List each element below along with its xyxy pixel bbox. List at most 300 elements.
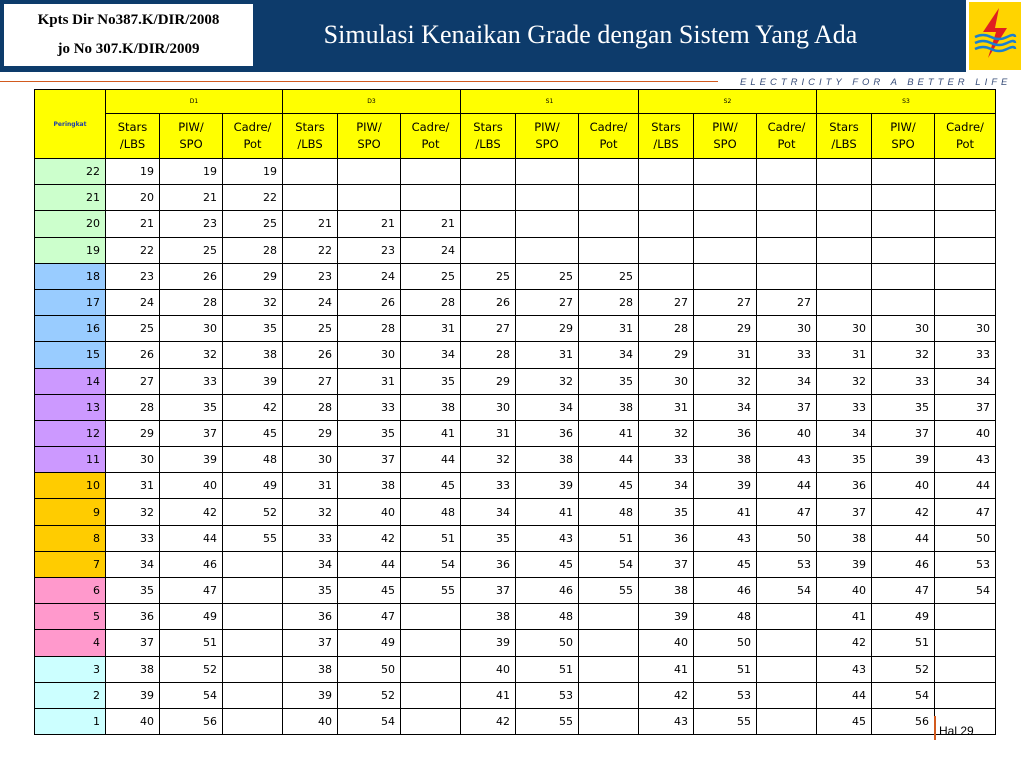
value-cell: 38: [694, 447, 757, 473]
column-header: [872, 114, 935, 159]
value-cell: 32: [817, 368, 872, 394]
value-cell: 32: [516, 368, 579, 394]
value-cell: 26: [106, 342, 160, 368]
rank-cell: 12: [35, 420, 106, 446]
value-cell: 41: [401, 420, 461, 446]
value-cell: 54: [401, 551, 461, 577]
value-cell: 36: [694, 420, 757, 446]
value-cell: [935, 682, 996, 708]
value-cell: 54: [935, 578, 996, 604]
value-cell: 47: [757, 499, 817, 525]
value-cell: 44: [817, 682, 872, 708]
value-cell: 44: [935, 473, 996, 499]
column-header-line-2: SPO: [535, 137, 559, 151]
value-cell: 55: [579, 578, 639, 604]
value-cell: [401, 630, 461, 656]
value-cell: 37: [106, 630, 160, 656]
group-header: D3: [283, 90, 461, 114]
value-cell: [283, 185, 338, 211]
rank-cell: 7: [35, 551, 106, 577]
value-cell: 48: [223, 447, 283, 473]
column-header: [401, 114, 461, 159]
rank-cell: 2: [35, 682, 106, 708]
value-cell: 43: [516, 525, 579, 551]
value-cell: 31: [401, 316, 461, 342]
table-row: [35, 342, 996, 368]
value-cell: 34: [401, 342, 461, 368]
value-cell: 38: [579, 394, 639, 420]
value-cell: 45: [338, 578, 401, 604]
reference-line-2: jo No 307.K/DIR/2009: [57, 41, 200, 57]
value-cell: 31: [338, 368, 401, 394]
value-cell: [223, 656, 283, 682]
value-cell: 33: [338, 394, 401, 420]
column-header-line-2: Pot: [599, 137, 618, 151]
column-header: [160, 114, 223, 159]
column-header: [516, 114, 579, 159]
value-cell: [935, 159, 996, 185]
value-cell: 36: [106, 604, 160, 630]
value-cell: 56: [160, 708, 223, 734]
value-cell: 50: [694, 630, 757, 656]
column-header-line-2: SPO: [713, 137, 737, 151]
value-cell: 24: [106, 289, 160, 315]
table-row: [35, 420, 996, 446]
value-cell: 24: [283, 289, 338, 315]
row-header-peringkat: Peringkat: [35, 90, 106, 159]
value-cell: 47: [338, 604, 401, 630]
value-cell: 55: [694, 708, 757, 734]
grade-table: [34, 89, 996, 735]
value-cell: 34: [579, 342, 639, 368]
rank-cell: 3: [35, 656, 106, 682]
table-row: [35, 604, 996, 630]
value-cell: 32: [106, 499, 160, 525]
column-header-line-1: Cadre/: [767, 120, 806, 134]
table-row: [35, 159, 996, 185]
value-cell: 28: [579, 289, 639, 315]
value-cell: 25: [579, 263, 639, 289]
value-cell: 38: [817, 525, 872, 551]
value-cell: 37: [817, 499, 872, 525]
value-cell: 44: [579, 447, 639, 473]
value-cell: 30: [461, 394, 516, 420]
value-cell: 52: [223, 499, 283, 525]
column-header: [461, 114, 516, 159]
value-cell: 39: [461, 630, 516, 656]
value-cell: 30: [757, 316, 817, 342]
value-cell: 40: [338, 499, 401, 525]
value-cell: 40: [757, 420, 817, 446]
value-cell: 31: [694, 342, 757, 368]
value-cell: 36: [516, 420, 579, 446]
column-header-line-2: /LBS: [119, 137, 146, 151]
column-header-line-1: PIW/: [712, 120, 738, 134]
value-cell: 42: [338, 525, 401, 551]
value-cell: 23: [160, 211, 223, 237]
value-cell: [757, 263, 817, 289]
value-cell: 34: [106, 551, 160, 577]
value-cell: 28: [160, 289, 223, 315]
rank-cell: 22: [35, 159, 106, 185]
value-cell: 44: [401, 447, 461, 473]
value-cell: 47: [872, 578, 935, 604]
value-cell: [639, 263, 694, 289]
value-cell: [639, 237, 694, 263]
value-cell: [817, 159, 872, 185]
value-cell: [461, 211, 516, 237]
column-header-line-1: Stars: [829, 120, 859, 134]
value-cell: 39: [223, 368, 283, 394]
value-cell: 56: [872, 708, 935, 734]
value-cell: 41: [817, 604, 872, 630]
value-cell: 45: [401, 473, 461, 499]
value-cell: [516, 185, 579, 211]
grade-table-container: [34, 89, 996, 735]
value-cell: [639, 185, 694, 211]
column-header-line-1: Stars: [651, 120, 681, 134]
value-cell: [757, 708, 817, 734]
value-cell: [639, 211, 694, 237]
value-cell: [694, 237, 757, 263]
value-cell: 22: [223, 185, 283, 211]
value-cell: 40: [106, 708, 160, 734]
value-cell: 34: [757, 368, 817, 394]
value-cell: 25: [106, 316, 160, 342]
value-cell: 26: [283, 342, 338, 368]
value-cell: 39: [283, 682, 338, 708]
value-cell: 44: [757, 473, 817, 499]
value-cell: [817, 289, 872, 315]
value-cell: 38: [338, 473, 401, 499]
value-cell: 35: [401, 368, 461, 394]
value-cell: [757, 237, 817, 263]
column-header-line-2: Pot: [421, 137, 440, 151]
value-cell: 39: [817, 551, 872, 577]
value-cell: 40: [817, 578, 872, 604]
value-cell: [935, 237, 996, 263]
value-cell: 27: [461, 316, 516, 342]
value-cell: [935, 656, 996, 682]
value-cell: 51: [516, 656, 579, 682]
column-header-line-1: PIW/: [356, 120, 382, 134]
value-cell: [757, 211, 817, 237]
value-cell: [757, 185, 817, 211]
reference-line-1: Kpts Dir No387.K/DIR/2008: [37, 12, 220, 28]
value-cell: 33: [283, 525, 338, 551]
value-cell: 51: [694, 656, 757, 682]
value-cell: 49: [872, 604, 935, 630]
value-cell: 29: [223, 263, 283, 289]
value-cell: 28: [223, 237, 283, 263]
value-cell: 47: [935, 499, 996, 525]
column-header-line-1: PIW/: [178, 120, 204, 134]
value-cell: 33: [639, 447, 694, 473]
column-header-line-2: SPO: [179, 137, 203, 151]
value-cell: 54: [338, 708, 401, 734]
value-cell: 21: [338, 211, 401, 237]
value-cell: [935, 630, 996, 656]
value-cell: 26: [338, 289, 401, 315]
value-cell: 43: [817, 656, 872, 682]
value-cell: 46: [160, 551, 223, 577]
value-cell: 45: [817, 708, 872, 734]
rank-cell: 18: [35, 263, 106, 289]
value-cell: 44: [872, 525, 935, 551]
column-header-line-2: Pot: [243, 137, 262, 151]
table-row: [35, 525, 996, 551]
table-row: [35, 237, 996, 263]
column-header-line-1: Stars: [473, 120, 503, 134]
table-row: [35, 394, 996, 420]
column-header-line-1: PIW/: [890, 120, 916, 134]
value-cell: 25: [401, 263, 461, 289]
value-cell: 32: [872, 342, 935, 368]
rank-cell: 15: [35, 342, 106, 368]
value-cell: 40: [283, 708, 338, 734]
value-cell: 28: [461, 342, 516, 368]
value-cell: 53: [757, 551, 817, 577]
value-cell: 46: [694, 578, 757, 604]
value-cell: 27: [639, 289, 694, 315]
value-cell: [223, 682, 283, 708]
value-cell: [579, 185, 639, 211]
value-cell: 37: [461, 578, 516, 604]
rank-cell: 21: [35, 185, 106, 211]
value-cell: 39: [160, 447, 223, 473]
value-cell: [516, 237, 579, 263]
value-cell: [694, 159, 757, 185]
value-cell: 34: [935, 368, 996, 394]
value-cell: 23: [338, 237, 401, 263]
value-cell: 39: [639, 604, 694, 630]
value-cell: 43: [757, 447, 817, 473]
table-row: [35, 499, 996, 525]
value-cell: 27: [757, 289, 817, 315]
value-cell: [817, 263, 872, 289]
value-cell: [757, 159, 817, 185]
page-number-accent: [934, 716, 936, 740]
column-header-line-1: Cadre/: [946, 120, 984, 134]
value-cell: [872, 159, 935, 185]
value-cell: 42: [639, 682, 694, 708]
value-cell: 37: [283, 630, 338, 656]
value-cell: [817, 185, 872, 211]
value-cell: 40: [935, 420, 996, 446]
column-header: [223, 114, 283, 159]
value-cell: 43: [639, 708, 694, 734]
value-cell: 32: [639, 420, 694, 446]
value-cell: 33: [817, 394, 872, 420]
value-cell: 39: [106, 682, 160, 708]
table-row: [35, 185, 996, 211]
value-cell: 42: [461, 708, 516, 734]
value-cell: 24: [401, 237, 461, 263]
value-cell: 22: [283, 237, 338, 263]
value-cell: 33: [461, 473, 516, 499]
value-cell: 37: [872, 420, 935, 446]
value-cell: 32: [223, 289, 283, 315]
value-cell: 23: [106, 263, 160, 289]
value-cell: 51: [160, 630, 223, 656]
value-cell: 29: [283, 420, 338, 446]
value-cell: [579, 682, 639, 708]
value-cell: 32: [283, 499, 338, 525]
table-row: [35, 211, 996, 237]
group-header: S2: [639, 90, 817, 114]
value-cell: 55: [401, 578, 461, 604]
value-cell: 28: [338, 316, 401, 342]
value-cell: 41: [461, 682, 516, 708]
value-cell: [579, 630, 639, 656]
value-cell: 28: [283, 394, 338, 420]
value-cell: 45: [516, 551, 579, 577]
value-cell: 28: [401, 289, 461, 315]
value-cell: 35: [579, 368, 639, 394]
value-cell: 39: [872, 447, 935, 473]
value-cell: 38: [516, 447, 579, 473]
value-cell: 30: [872, 316, 935, 342]
value-cell: 25: [223, 211, 283, 237]
value-cell: 33: [872, 368, 935, 394]
column-header-line-1: Stars: [117, 120, 148, 134]
value-cell: 26: [461, 289, 516, 315]
value-cell: 27: [283, 368, 338, 394]
value-cell: 30: [160, 316, 223, 342]
value-cell: 42: [872, 499, 935, 525]
column-header-line-1: Cadre/: [233, 120, 272, 134]
column-header-line-2: /LBS: [831, 137, 857, 151]
value-cell: 37: [160, 420, 223, 446]
value-cell: 26: [160, 263, 223, 289]
value-cell: [338, 159, 401, 185]
value-cell: 40: [160, 473, 223, 499]
table-row: [35, 630, 996, 656]
value-cell: 33: [757, 342, 817, 368]
table-row: [35, 578, 996, 604]
column-header: [283, 114, 338, 159]
value-cell: 45: [223, 420, 283, 446]
value-cell: 39: [694, 473, 757, 499]
value-cell: 35: [160, 394, 223, 420]
value-cell: 54: [872, 682, 935, 708]
value-cell: 43: [935, 447, 996, 473]
column-header: [579, 114, 639, 159]
value-cell: [401, 656, 461, 682]
value-cell: 25: [160, 237, 223, 263]
value-cell: [935, 211, 996, 237]
value-cell: 35: [639, 499, 694, 525]
value-cell: 50: [935, 525, 996, 551]
value-cell: 35: [461, 525, 516, 551]
value-cell: [223, 551, 283, 577]
column-header-line-2: SPO: [891, 137, 915, 151]
value-cell: 20: [106, 185, 160, 211]
value-cell: 53: [694, 682, 757, 708]
value-cell: 28: [106, 394, 160, 420]
value-cell: 23: [283, 263, 338, 289]
value-cell: 38: [639, 578, 694, 604]
value-cell: 44: [160, 525, 223, 551]
value-cell: 35: [817, 447, 872, 473]
rank-cell: 16: [35, 316, 106, 342]
value-cell: 37: [639, 551, 694, 577]
value-cell: 31: [639, 394, 694, 420]
table-row: [35, 473, 996, 499]
value-cell: 42: [817, 630, 872, 656]
value-cell: 45: [694, 551, 757, 577]
value-cell: [516, 159, 579, 185]
value-cell: 33: [160, 368, 223, 394]
value-cell: [872, 185, 935, 211]
value-cell: [461, 185, 516, 211]
value-cell: 50: [757, 525, 817, 551]
value-cell: [872, 211, 935, 237]
column-header-line-2: Pot: [955, 137, 975, 151]
value-cell: 24: [338, 263, 401, 289]
value-cell: 25: [461, 263, 516, 289]
value-cell: 35: [872, 394, 935, 420]
value-cell: 49: [223, 473, 283, 499]
group-header: S1: [461, 90, 639, 114]
value-cell: 29: [516, 316, 579, 342]
value-cell: 36: [817, 473, 872, 499]
value-cell: 37: [935, 394, 996, 420]
value-cell: 25: [283, 316, 338, 342]
value-cell: 39: [516, 473, 579, 499]
rank-cell: 4: [35, 630, 106, 656]
header-bar: [0, 0, 1024, 72]
column-header: [757, 114, 817, 159]
table-row: [35, 447, 996, 473]
group-header: D1: [106, 90, 283, 114]
value-cell: 46: [872, 551, 935, 577]
rank-cell: 1: [35, 708, 106, 734]
value-cell: 42: [223, 394, 283, 420]
value-cell: [639, 159, 694, 185]
value-cell: 54: [160, 682, 223, 708]
column-header-line-2: Pot: [777, 137, 796, 151]
value-cell: [694, 263, 757, 289]
rank-cell: 9: [35, 499, 106, 525]
value-cell: 52: [338, 682, 401, 708]
value-cell: 29: [694, 316, 757, 342]
table-row: [35, 656, 996, 682]
value-cell: 19: [223, 159, 283, 185]
rank-cell: 20: [35, 211, 106, 237]
value-cell: [401, 604, 461, 630]
value-cell: 40: [461, 656, 516, 682]
value-cell: 27: [516, 289, 579, 315]
table-row: [35, 368, 996, 394]
value-cell: 41: [694, 499, 757, 525]
tagline: ELECTRICITY FOR A BETTER LIFE: [740, 77, 1012, 88]
value-cell: 55: [223, 525, 283, 551]
value-cell: [935, 185, 996, 211]
column-header: [694, 114, 757, 159]
value-cell: 35: [223, 316, 283, 342]
reference-box: [3, 3, 254, 67]
value-cell: 32: [461, 447, 516, 473]
value-cell: 52: [872, 656, 935, 682]
value-cell: 29: [639, 342, 694, 368]
column-header: [106, 114, 160, 159]
value-cell: 30: [639, 368, 694, 394]
value-cell: [338, 185, 401, 211]
column-header-line-2: SPO: [357, 137, 381, 151]
table-row: [35, 316, 996, 342]
value-cell: 38: [401, 394, 461, 420]
